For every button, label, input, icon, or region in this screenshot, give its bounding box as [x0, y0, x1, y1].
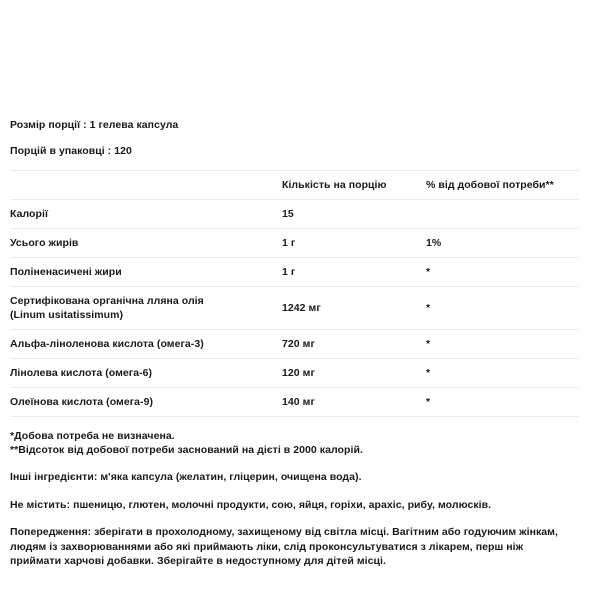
table-header-row [10, 171, 579, 200]
footnote-single-asterisk: *Добова потреба не визначена. [10, 430, 175, 442]
nutrient-daily-value: * [426, 396, 431, 408]
table-row [10, 258, 579, 287]
nutrient-name-text: Олеїнова кислота (омега-9) [10, 396, 154, 408]
nutrient-name [10, 388, 282, 417]
daily-value-notes [10, 429, 590, 457]
nutrition-facts-table [10, 170, 579, 417]
table-row [10, 200, 579, 229]
servings-per-container-line: Порцій в упаковці : 120 [10, 145, 132, 157]
footnotes-section [10, 429, 590, 569]
column-header-daily-value: % від добової потреби** [426, 179, 554, 191]
table-row [10, 359, 579, 388]
table-header [10, 171, 579, 200]
nutrient-daily-value: 1% [426, 237, 442, 249]
table-row [10, 287, 579, 330]
nutrient-amount: 1 г [282, 266, 296, 278]
nutrient-name [10, 359, 282, 388]
table-row [10, 388, 579, 417]
nutrient-name [10, 330, 282, 359]
nutrient-name [10, 200, 282, 229]
nutrient-daily-value: * [426, 367, 431, 379]
column-header-nutrient [10, 171, 282, 200]
warning-text: Попередження: зберігати в прохолодному, захищеному від світла місці. Вагітним або годуючим жінкам, людям із захворюваннями або які приймають ліки, слід проконсультуватися з лікарем, перш ніж приймати харчові добавки. Зберігайте в недоступному для дітей місці. [10, 526, 558, 567]
nutrient-amount: 720 мг [282, 338, 315, 350]
other-ingredients-text: Інші інгредієнти: м'яка капсула (желатин, гліцерин, очищена вода). [10, 471, 362, 483]
nutrient-name-text: Лінолева кислота (омега-6) [10, 367, 153, 379]
column-header-amount-per-serving: Кількість на порцію [282, 179, 387, 191]
allergen-statement-text: Не містить: пшеницю, глютен, молочні продукти, сою, яйця, горіхи, арахіс, рибу, молюсків. [10, 498, 492, 511]
table-body [10, 200, 579, 417]
nutrient-amount: 1242 мг [282, 302, 321, 314]
nutrient-name [10, 258, 282, 287]
nutrient-daily-value: * [426, 302, 431, 314]
table-row [10, 330, 579, 359]
footnote-double-asterisk: **Відсоток від добової потреби заснований на дієті в 2000 калорій. [10, 444, 363, 456]
nutrient-name-secondary-text: (Linum usitatissimum) [10, 309, 124, 321]
nutrient-daily-value: * [426, 266, 431, 278]
nutrient-name-text: Калорії [10, 208, 48, 220]
nutrient-name-text: Поліненасичені жири [10, 266, 122, 278]
nutrient-name [10, 229, 282, 258]
nutrient-amount: 120 мг [282, 367, 315, 379]
nutrient-amount: 140 мг [282, 396, 315, 408]
serving-size-line: Розмір порції : 1 гелева капсула [10, 119, 179, 131]
serving-information [10, 0, 590, 158]
nutrient-name-text: Альфа-ліноленова кислота (омега-3) [10, 338, 204, 350]
nutrient-amount: 15 [282, 208, 294, 220]
table-row [10, 229, 579, 258]
nutrient-name-text: Усього жирів [10, 237, 79, 249]
nutrient-daily-value: * [426, 338, 431, 350]
nutrient-name [10, 287, 282, 330]
nutrient-amount: 1 г [282, 237, 296, 249]
nutrient-name-text: Сертифікована органічна лляна олія [10, 295, 204, 307]
nutrient-daily-value [426, 200, 579, 229]
